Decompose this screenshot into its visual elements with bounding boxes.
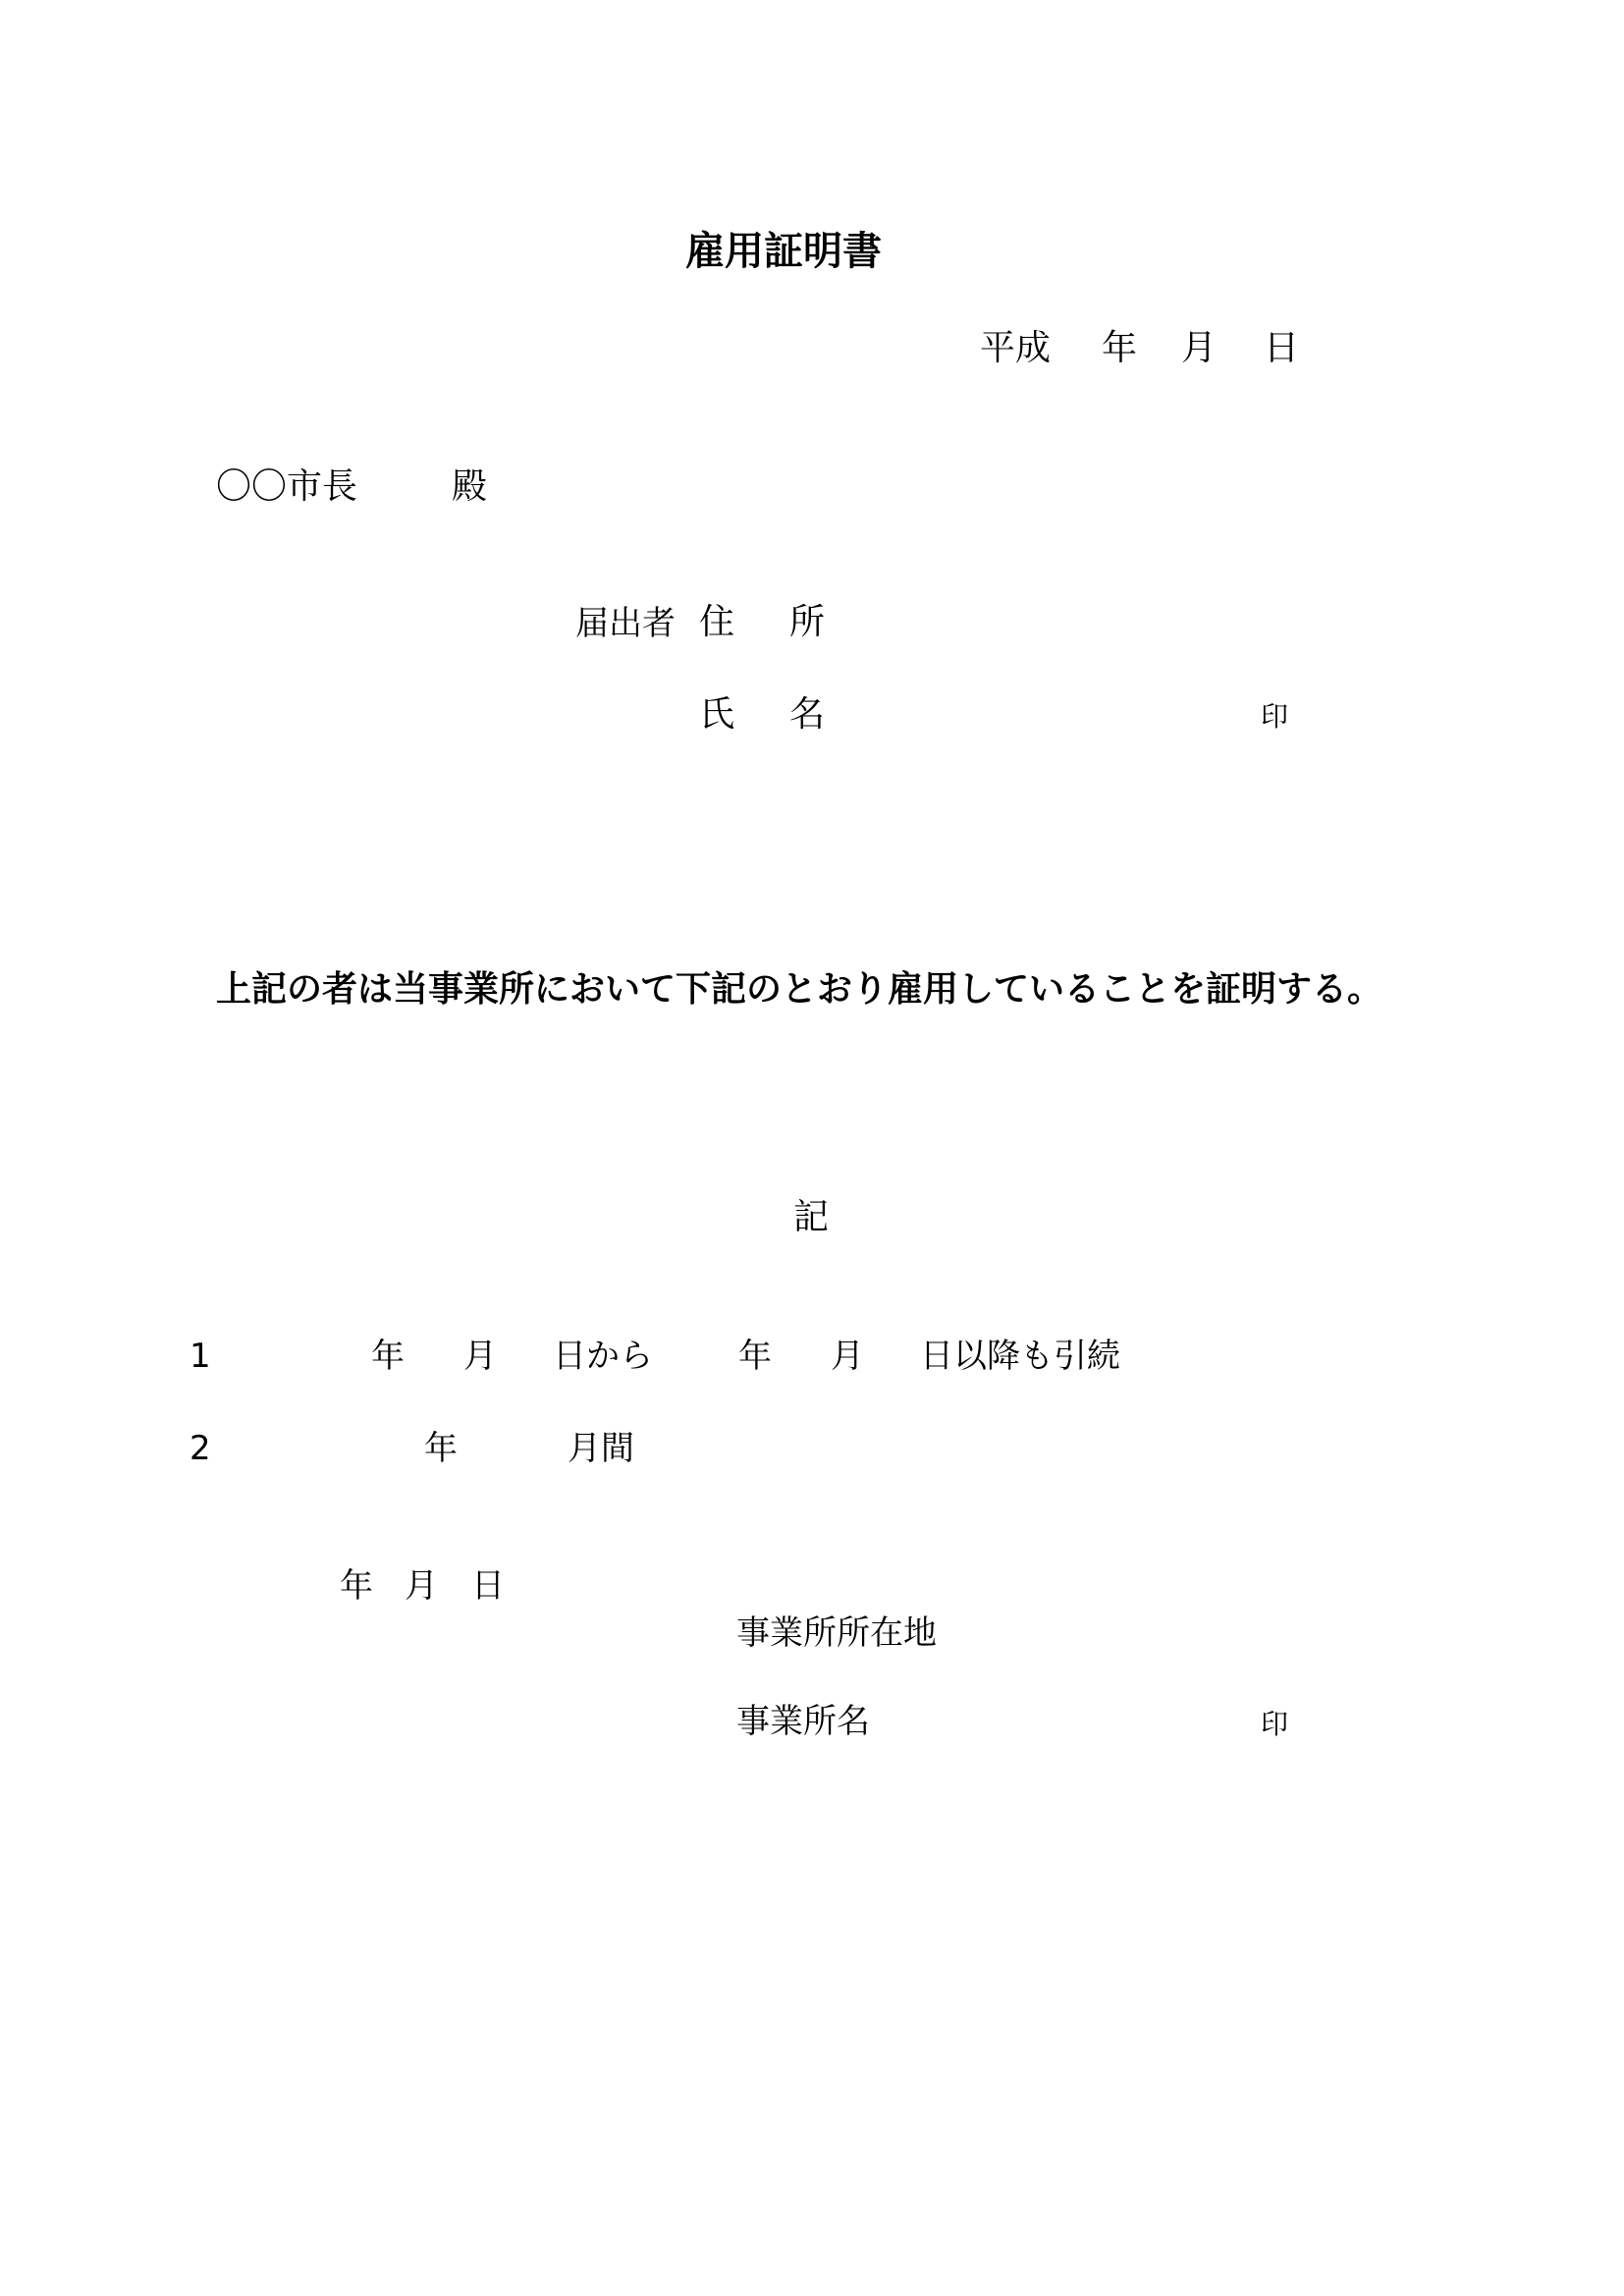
applicant-address-label-1: 住 xyxy=(699,602,735,642)
applicant-name-label-1: 氏 xyxy=(699,694,735,735)
applicant-seal-mark: 印 xyxy=(1261,700,1289,733)
issue-date-month: 月 xyxy=(1181,328,1218,368)
signature-date-year: 年 xyxy=(340,1566,373,1606)
item-1-to-month: 月 xyxy=(831,1337,864,1376)
item-2-number: 2 xyxy=(189,1429,211,1468)
issue-date-year: 年 xyxy=(1102,328,1138,368)
item-1-from-month: 月 xyxy=(463,1337,497,1376)
issue-date-era: 平成 xyxy=(980,328,1052,368)
certification-statement: 上記の者は当事業所において下記のとおり雇用していることを証明する。 xyxy=(216,969,1383,1010)
employer-name-label: 事業所名 xyxy=(736,1702,870,1741)
employer-seal-mark: 印 xyxy=(1261,1708,1289,1740)
applicant-name-label-2: 名 xyxy=(789,694,826,735)
signature-date-month: 月 xyxy=(405,1566,438,1606)
recipient-honorific: 殿 xyxy=(452,466,488,507)
employer-location-label: 事業所所在地 xyxy=(736,1613,937,1653)
item-1-number: 1 xyxy=(189,1337,211,1376)
item-1-from-year: 年 xyxy=(371,1337,405,1376)
recipient-name: 〇〇市長 xyxy=(216,466,358,507)
item-2-year: 年 xyxy=(424,1429,458,1468)
item-1-to-day: 日以降も引続 xyxy=(920,1337,1120,1376)
item-1-from-day: 日から xyxy=(553,1337,653,1376)
ki-heading: 記 xyxy=(793,1197,830,1237)
applicant-label: 届出者 xyxy=(575,604,676,643)
signature-date-day: 日 xyxy=(471,1566,505,1606)
applicant-address-label-2: 所 xyxy=(789,602,826,642)
issue-date-day: 日 xyxy=(1264,328,1300,368)
item-1-to-year: 年 xyxy=(738,1337,772,1376)
document-title: 雇用証明書 xyxy=(685,229,882,274)
item-2-months: 月間 xyxy=(568,1429,634,1468)
